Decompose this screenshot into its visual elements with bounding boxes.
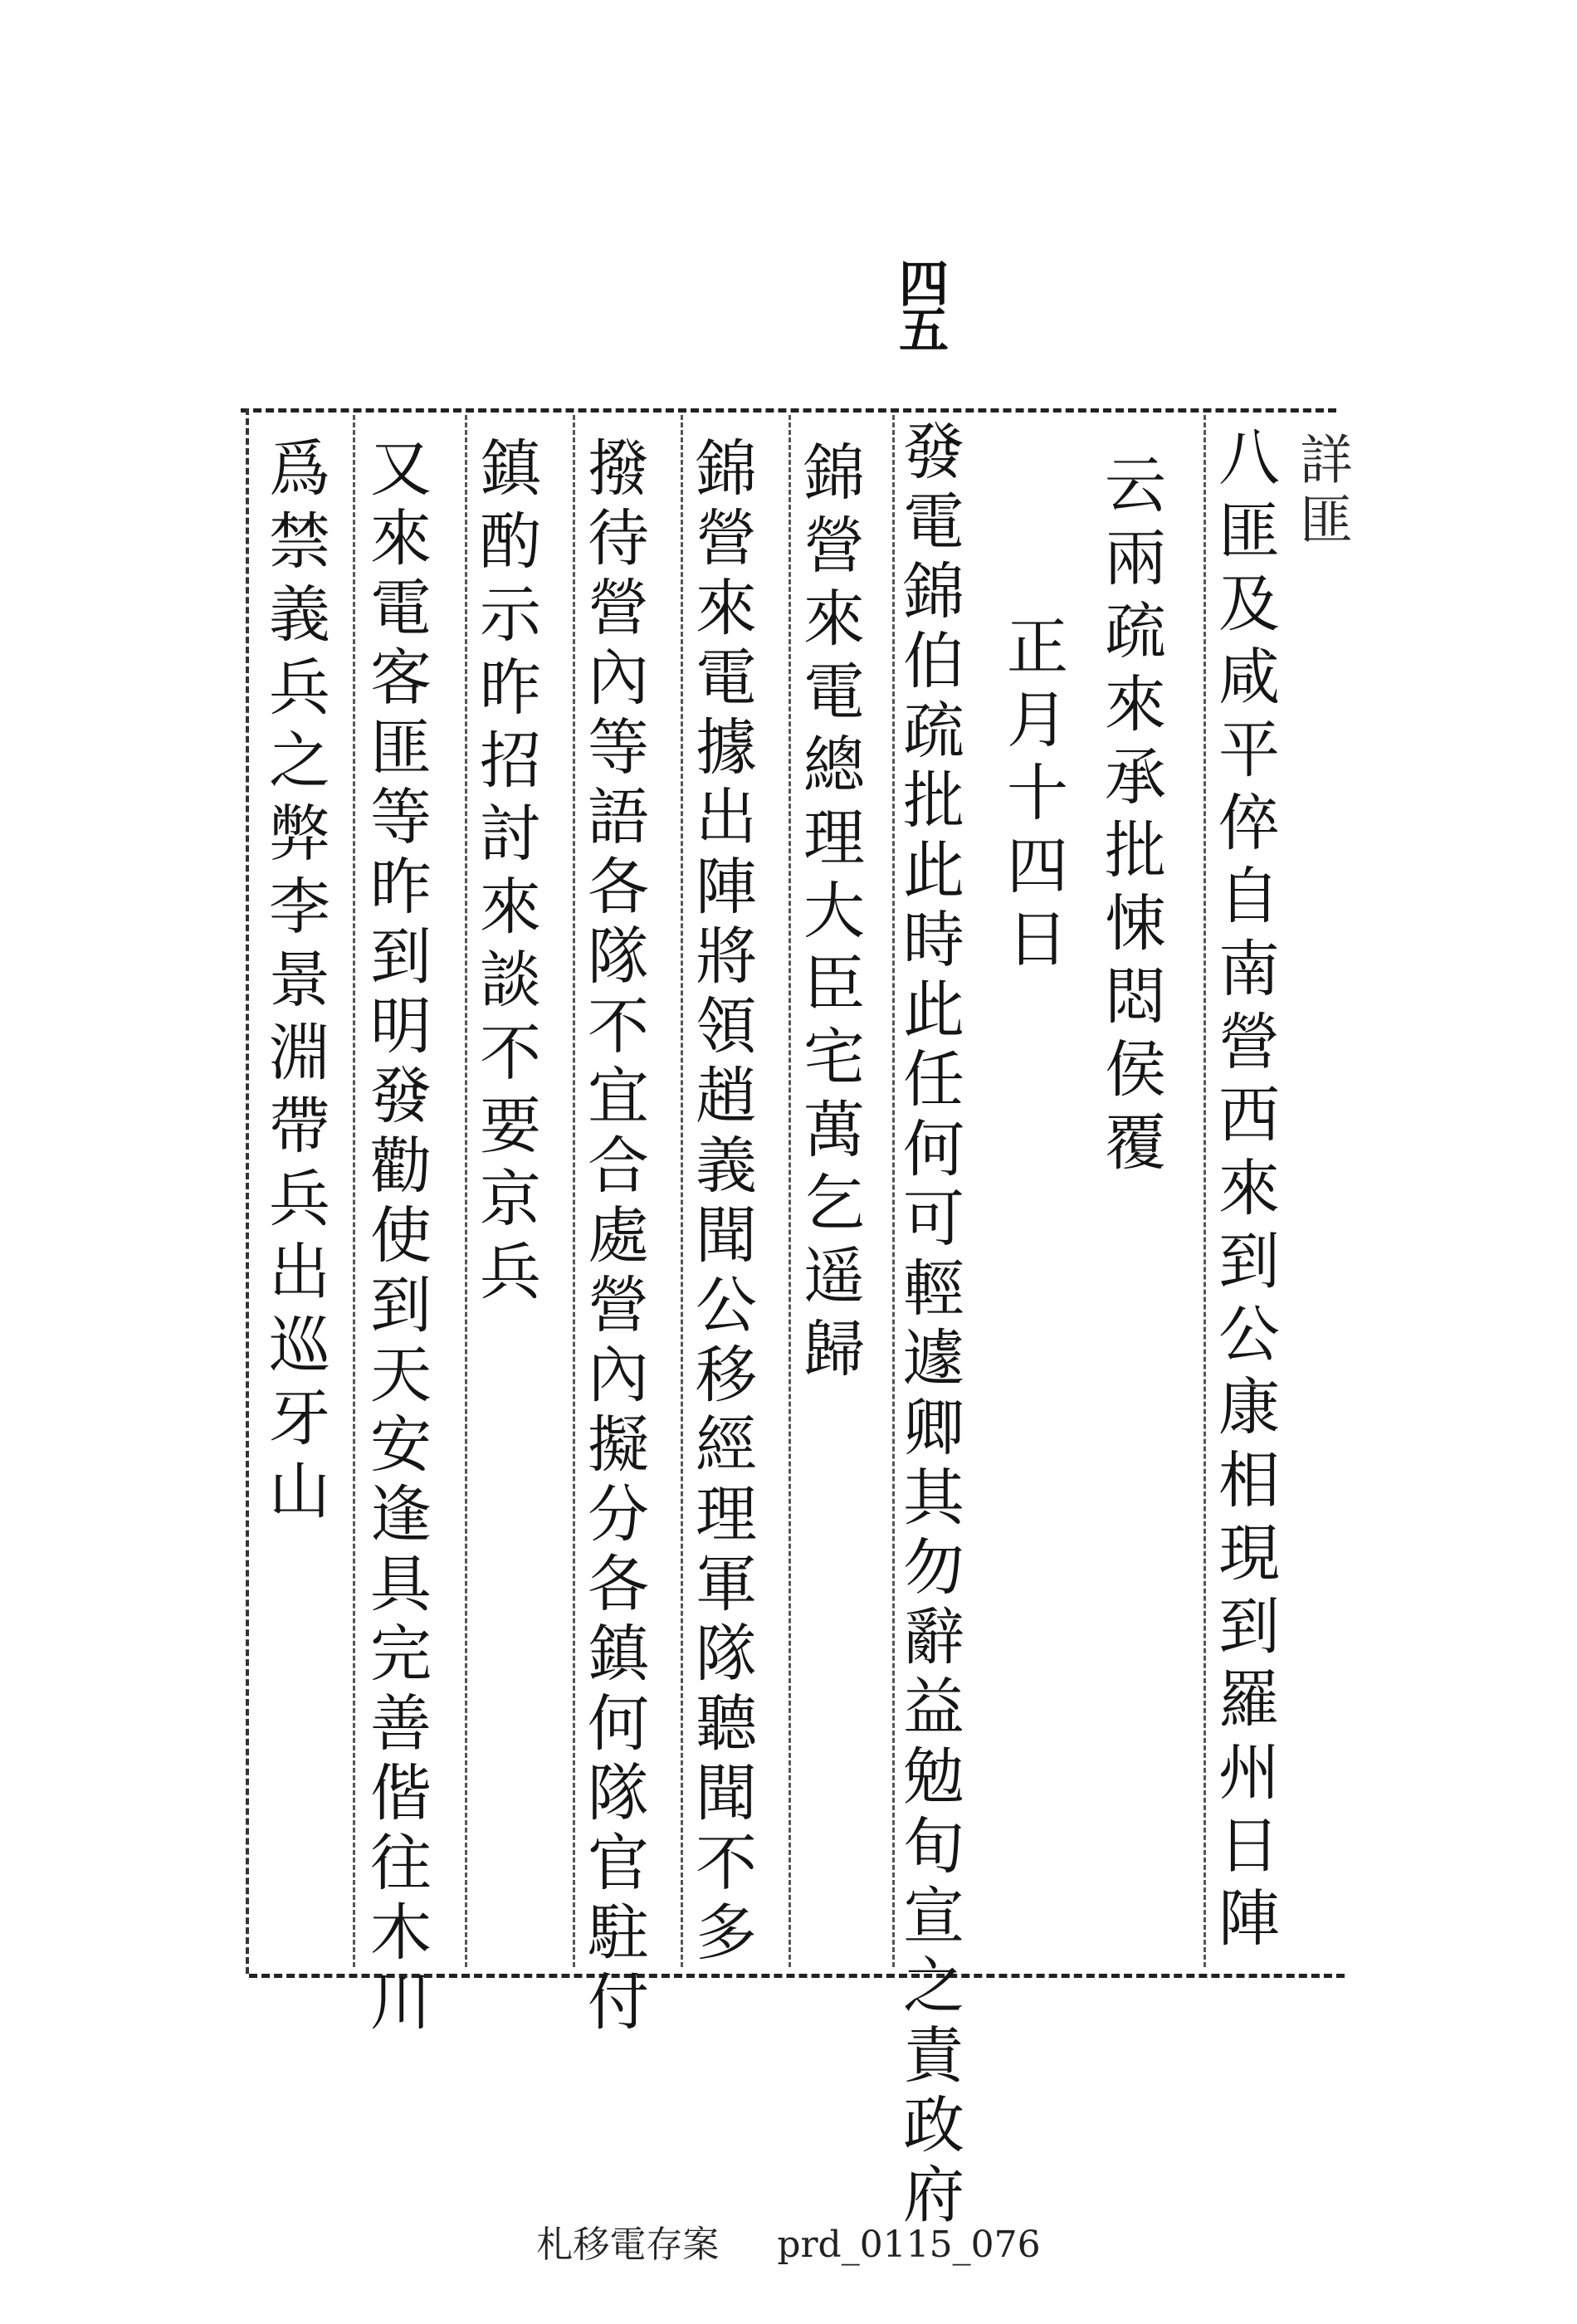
text-column-4: 發電錦伯疏批此時此任何可輕遽卿其勿辭益勉旬宣之責政府 <box>893 419 964 2232</box>
column-rule <box>681 415 683 1967</box>
date-column: 正月十四日 <box>997 614 1068 979</box>
margin-label: 詳匪 <box>1291 432 1352 551</box>
text-column-1: 八匪及咸平倅自南營西來到公康相現到羅州日陣 <box>1208 425 1280 1959</box>
text-column-2: 云兩疏來承批悚悶侯覆 <box>1095 452 1166 1183</box>
column-rule <box>465 415 467 1967</box>
text-column-8: 鎮酌示昨招討來談不要京兵 <box>470 436 541 1312</box>
frame-top-border <box>241 408 1336 413</box>
collection-title: 札移電存案 <box>536 2224 720 2266</box>
frame-left-border <box>246 408 249 1974</box>
column-rule <box>573 415 575 1967</box>
column-rule <box>353 415 355 1967</box>
column-rule <box>788 415 791 1967</box>
text-column-6: 錦營來電據出陣將領趙義聞公移經理軍隊聽聞不多 <box>686 436 757 1970</box>
text-column-9: 又來電客匪等昨到明發勸使到天安逢具完善偕往木川 <box>360 436 432 2039</box>
text-column-7: 撥待營內等語各隊不宜合處營內擬分各鎮何隊官駐付 <box>578 436 649 2039</box>
page-id: prd_0115_076 <box>777 2224 1041 2266</box>
folio-number: 四五 <box>891 257 949 350</box>
text-column-5: 錦營來電總理大臣宅萬乞遥歸 <box>793 440 865 1389</box>
text-column-10: 爲禁義兵之弊李景淵帶兵出巡牙山 <box>259 436 330 1531</box>
footer-caption <box>0 2214 1577 2268</box>
column-rule <box>1204 415 1206 1967</box>
